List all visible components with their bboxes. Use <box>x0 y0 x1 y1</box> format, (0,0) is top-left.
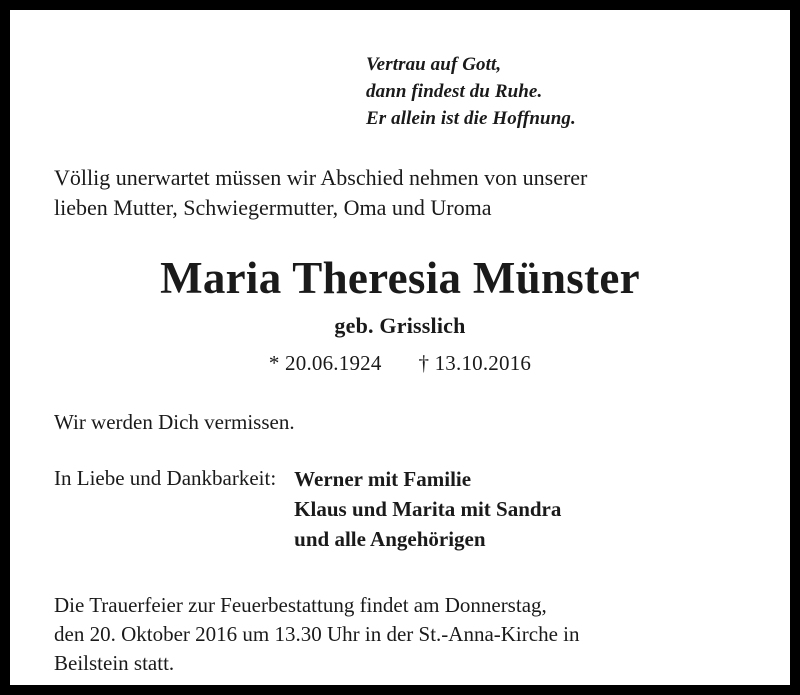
ceremony-line: Die Trauerfeier zur Feuerbestattung findet am Donnerstag, <box>54 592 547 617</box>
name-block <box>54 254 746 377</box>
missing-line: Wir werden Dich vermissen. <box>54 410 295 435</box>
verse-line: Er allein ist die Hoffnung. <box>366 107 576 129</box>
life-dates <box>54 351 746 376</box>
intro-line: lieben Mutter, Schwiegermutter, Oma und Uroma <box>54 195 492 221</box>
intro-line: Völlig unerwartet müssen wir Abschied nehmen von unserer <box>54 164 588 190</box>
verse-block <box>54 52 746 133</box>
family-line: Klaus und Marita mit Sandra <box>294 496 562 521</box>
birth-date: * 20.06.1924 <box>268 351 382 376</box>
maiden-name: geb. Grisslich <box>334 313 466 339</box>
family-line: und alle Angehörigen <box>294 526 486 551</box>
gratitude-label: In Liebe und Dankbarkeit: <box>54 466 277 491</box>
family-list <box>294 465 561 554</box>
death-date: † 13.10.2016 <box>418 351 532 376</box>
intro-text <box>54 163 746 224</box>
deceased-name: Maria Theresia Münster <box>160 252 640 303</box>
family-line: Werner mit Familie <box>294 467 472 492</box>
ceremony-details <box>54 591 746 678</box>
ceremony-line: den 20. Oktober 2016 um 13.30 Uhr in der St.-Anna-Kirche in <box>54 621 580 646</box>
verse-line: Vertrau auf Gott, <box>366 54 502 75</box>
gratitude-block <box>54 465 746 554</box>
verse-line: dann findest du Ruhe. <box>366 80 543 102</box>
obituary-notice <box>10 10 790 685</box>
ceremony-line: Beilstein statt. <box>54 650 175 675</box>
